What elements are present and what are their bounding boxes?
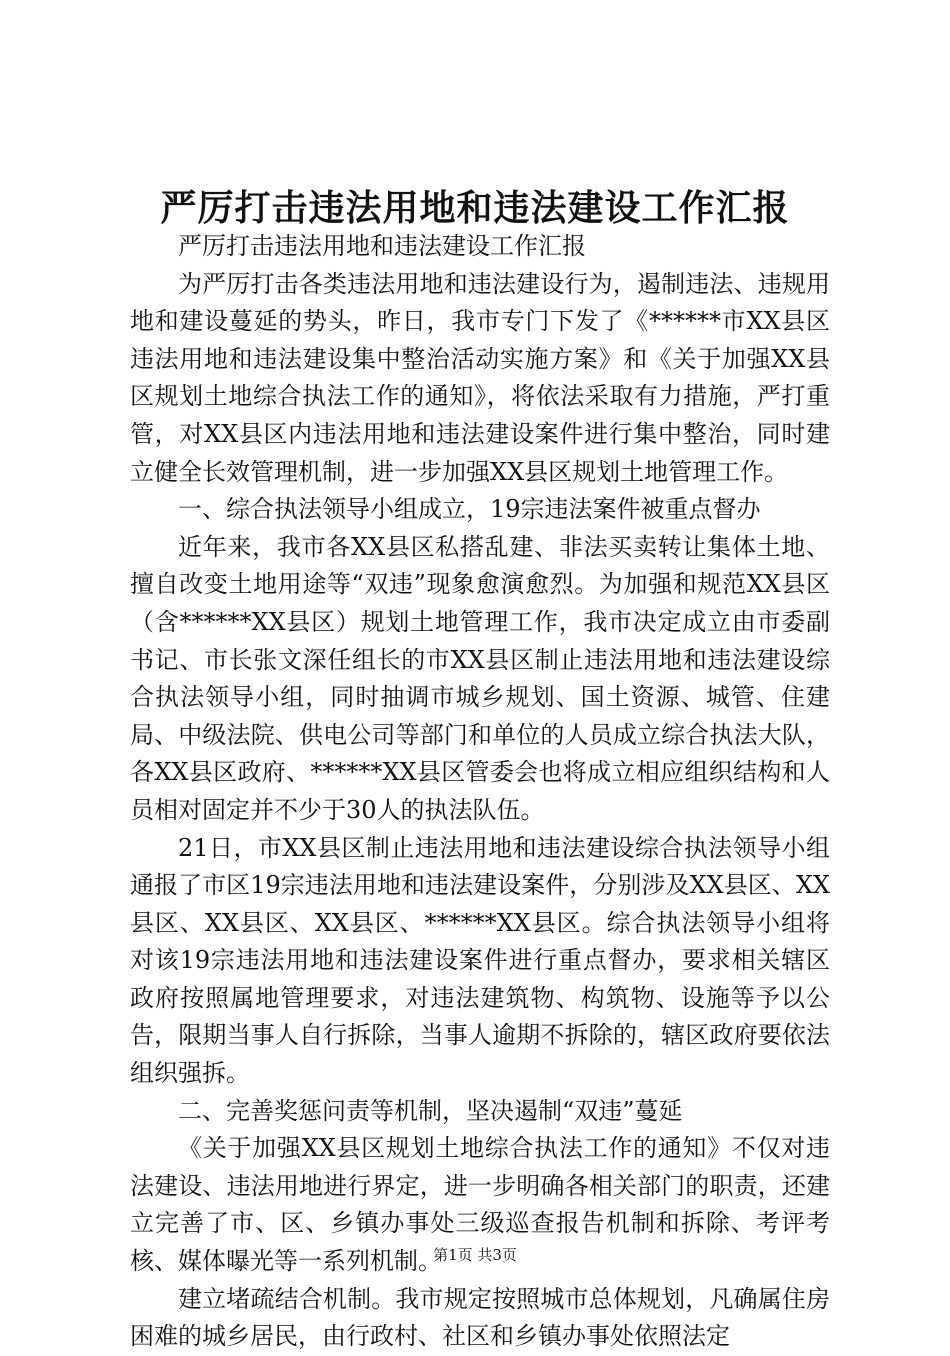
- document-body: [130, 228, 830, 1356]
- paragraph-section-1a: 近年来，我市各XX县区私搭乱建、非法买卖转让集体土地、擅自改变土地用途等“双违”现象愈演愈烈。为加强和规范XX县区（含******XX县区）规划土地管理工作，我市决定成立由市委副书记、市长张文深任组长的市XX县区制止违法用地和违法建设综合执法领导小组，同时抽调市城乡规划、国土资源、城管、住建局、中级法院、供电公司等部门和单位的人员成立综合执法大队，各XX县区政府、******XX县区管委会也将成立相应组织结构和人员相对固定并不少于30人的执法队伍。: [130, 532, 830, 824]
- section-heading-2: 二、完善奖惩问责等机制，坚决遏制“双违”蔓延: [178, 1096, 683, 1125]
- paragraph-section-2a: 《关于加强XX县区规划土地综合执法工作的通知》不仅对违法建设、违法用地进行界定，进一步明确各相关部门的职责，还建立完善了市、区、乡镇办事处三级巡查报告机制和拆除、考评考核、媒体曝光等一系列机制。: [130, 1134, 830, 1276]
- paragraph-section-2b: 建立堵疏结合机制。我市规定按照城市总体规划，凡确属住房困难的城乡居民，由行政村、社区和乡镇办事处依照法定: [130, 1284, 830, 1351]
- paragraph-subtitle: 严厉打击违法用地和违法建设工作汇报: [178, 232, 586, 260]
- paragraph-intro: 为严厉打击各类违法用地和违法建设行为，遏制违法、违规用地和建设蔓延的势头，昨日，我市专门下发了《******市XX县区违法用地和违法建设集中整治活动实施方案》和《关于加强XX县区规划土地综合执法工作的通知》，将依法采取有力措施，严打重管，对XX县区内违法用地和违法建设案件进行集中整治，同时建立健全长效管理机制，进一步加强XX县区规划土地管理工作。: [130, 269, 830, 486]
- page-number-footer: 第1页 共3页: [433, 1246, 517, 1264]
- paragraph-section-1b: 21日，市XX县区制止违法用地和违法建设综合执法领导小组通报了市区19宗违法用地和违法建设案件，分别涉及XX县区、XX县区、XX县区、XX县区、******XX县区。综合执法领导小组将对该19宗违法用地和违法建设案件进行重点督办，要求相关辖区政府按照属地管理要求，对违法建筑物、构筑物、设施等予以公告，限期当事人自行拆除，当事人逾期不拆除的，辖区政府要依法组织强拆。: [130, 833, 830, 1088]
- document-title: 严厉打击违法用地和违法建设工作汇报: [160, 187, 790, 229]
- section-heading-1: 一、综合执法领导小组成立，19宗违法案件被重点督办: [178, 495, 761, 524]
